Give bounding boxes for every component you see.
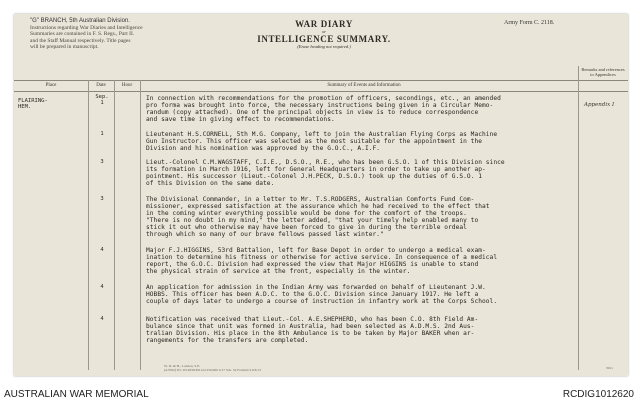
diary-entry xyxy=(146,159,576,187)
entry-line: couple of days later to undergo a course of instruction in infantry work at the Corps School. xyxy=(146,298,498,305)
war-diary-page xyxy=(14,14,628,376)
column-header-remarks: Remarks and references to Appendices xyxy=(581,67,625,77)
archive-credit: AUSTRALIAN WAR MEMORIAL xyxy=(4,389,149,400)
entry-line: Major F.J.HIGGINS, 53rd Battalion, left for Base Depot in order to undergo a medical exam- xyxy=(146,247,486,254)
diary-entry xyxy=(146,316,576,344)
diary-entry xyxy=(146,284,576,305)
instructions-line: and the Staff Manual respectively. Title pages xyxy=(30,37,131,44)
date-day: 4 xyxy=(100,247,104,253)
header-left xyxy=(30,18,180,50)
entry-line: An application for admission in the Indian Army was forwarded on behalf of Lieutenant J.W. xyxy=(146,284,486,291)
date-day: 3 xyxy=(100,196,104,202)
entry-line: pro forma was brought into force, the necessary instructions being given in a Circular Memo- xyxy=(146,102,494,109)
instructions-line: Summaries are contained in F. S. Regs., Part II. xyxy=(30,31,135,38)
place-line: HEM. xyxy=(18,104,32,110)
entry-date xyxy=(92,247,112,253)
column-divider xyxy=(140,80,141,370)
column-header-place: Place xyxy=(45,83,57,88)
column-divider xyxy=(578,66,579,370)
entry-line: The Divisional Commander, in a letter to Mr. T.S.RODGERS, Australian Comforts Fund Com- xyxy=(146,196,475,203)
header-title-block xyxy=(224,19,424,49)
entry-date xyxy=(92,196,112,202)
appendix-reference: Appendix I xyxy=(584,102,615,108)
diary-entry xyxy=(146,95,576,123)
title-subtitle: (Erase heading not required.) xyxy=(297,44,351,49)
entry-line: of this Division on the same date. xyxy=(146,180,275,187)
entry-line: tralian Division. His place in the 8th Ambulance is to be taken by Major BAKER when ar- xyxy=(146,330,475,337)
entry-line: HOBBS. This officer has been A.D.C. to the G.O.C. Division since January 1917. He left a xyxy=(146,291,479,298)
entry-line: Division and his nomination was approved by the G.O.C., A.I.F. xyxy=(146,145,381,152)
entry-line: the physical strain of service at the front, especially in the winter. xyxy=(146,268,411,275)
record-id: RCDIG1012620 xyxy=(562,389,634,400)
entry-date xyxy=(92,284,112,290)
column-header-date: Date xyxy=(96,83,106,88)
entry-date xyxy=(92,159,112,165)
entry-line: In connection with recommendations for the promotion of officers, secondings, etc., an amended xyxy=(146,95,501,102)
branch-label: "G" BRANCH, 5th Australian Division. xyxy=(30,18,130,24)
entry-line: Notification was received that Lieut.-Col. A.E.SHEPHERD, who has been C.O. 8th Field Am- xyxy=(146,316,479,323)
column-header-summary: Summary of Events and Information xyxy=(327,83,401,88)
diary-entry xyxy=(146,196,576,238)
army-form-label: Army Form C. 2118. xyxy=(504,20,555,26)
entry-line: in the coming winter everything possible would be done for the comfort of the troops. xyxy=(146,210,467,217)
entry-line: randum (copy attached). One of the principal objects in view is to reduce correspondence xyxy=(146,109,479,116)
entry-date xyxy=(92,94,112,106)
date-day: 4 xyxy=(100,284,104,290)
entry-place xyxy=(18,98,48,110)
title-intelligence-summary: INTELLIGENCE SUMMARY. xyxy=(257,34,391,44)
date-month: Sep. xyxy=(95,94,109,100)
printer-line: (A7092) Wt. W12839/M1124 250,000 2/17 Sch. 52 Forms/C2118/13 xyxy=(164,368,261,372)
date-day: 4 xyxy=(100,316,104,322)
entry-line: ination to determine his fitness or otherwise for active service. In consequence of a medical xyxy=(146,254,498,261)
column-divider xyxy=(88,80,89,370)
title-war-diary: WAR DIARY xyxy=(295,19,353,29)
instructions-line: Instructions regarding War Diaries and Intelligence xyxy=(30,25,143,32)
place-line: FLAIRING- xyxy=(18,98,48,104)
date-day: 1 xyxy=(100,100,104,106)
entry-line: through which so many of our brave fellows passed last winter." xyxy=(146,231,384,238)
entry-line: report, the G.O.C. Division had expressed the view that Major HIGGINS is unable to stand xyxy=(146,261,479,268)
entry-date xyxy=(92,131,112,137)
entry-line: and save time in giving effect to recommendations. xyxy=(146,116,335,123)
diary-entry xyxy=(146,247,576,275)
entry-line: rangements for the transfers are completed. xyxy=(146,337,309,344)
entry-date xyxy=(92,316,112,322)
column-divider xyxy=(114,80,115,370)
printer-imprint xyxy=(164,364,261,372)
entry-line: Lieut.-Colonel C.M.WAGSTAFF, C.I.E., D.S.O., R.E., who has been G.S.O. 1 of this Division since xyxy=(146,159,505,166)
instructions-line: will be prepared in manuscript. xyxy=(30,43,99,50)
entry-line: its formation in March 1916, left for General Headquarters in order to take up another ap- xyxy=(146,166,486,173)
entry-line: missioner, expressed satisfaction at the assurance which he had received to the effect that xyxy=(146,203,490,210)
diary-entry xyxy=(146,131,576,152)
entry-line: "There is no doubt in my mind," the letter added, "that your timely help enabled many to xyxy=(146,217,479,224)
entry-line: pointment. His successor (Lieut.-Colonel J.H.PECK, D.S.O.) took up the duties of G.S.O. 1 xyxy=(146,173,482,180)
entry-line: Gun Instructor. This officer was selected as the most suitable for the appointment in the xyxy=(146,138,482,145)
entry-line: Lieutenant H.S.CORNELL, 5th M.G. Company, left to join the Australian Flying Corps as Machine xyxy=(146,131,498,138)
entry-line: stick it out who otherwise may have been forced to give in during the terrible ordeal xyxy=(146,224,467,231)
date-day: 3 xyxy=(100,159,104,165)
column-header-hour: Hour xyxy=(121,83,133,88)
sheet-code: 3911 xyxy=(606,366,613,370)
entry-line: bulance since that unit was formed in Australia, had been selected as A.D.M.S. 2nd Aus- xyxy=(146,323,475,330)
printer-line: W. D. & H., London, S.E. xyxy=(164,364,201,368)
table-header xyxy=(14,67,628,92)
title-or: or xyxy=(321,29,326,34)
date-day: 1 xyxy=(100,131,104,137)
